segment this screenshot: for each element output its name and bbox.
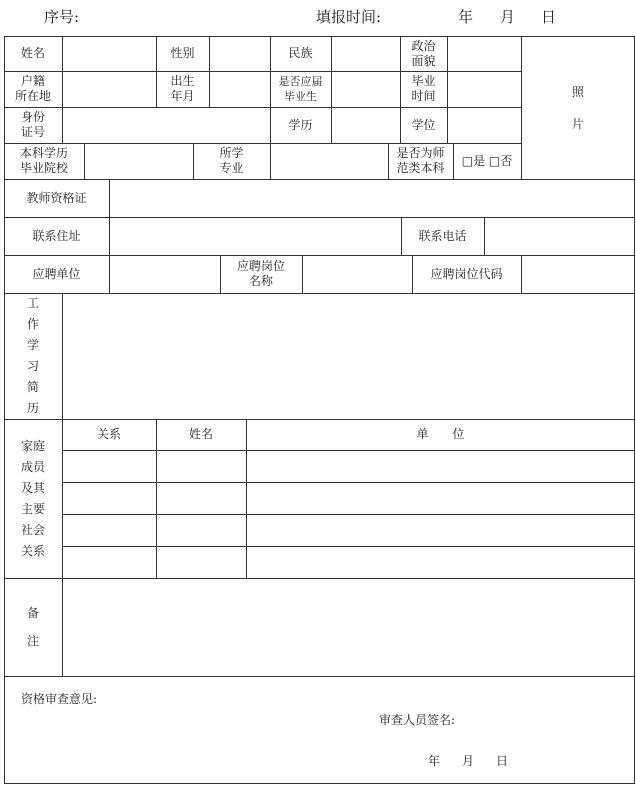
line bbox=[4, 676, 635, 677]
review-year: 年 bbox=[428, 754, 441, 768]
resume-char: 历 bbox=[26, 401, 39, 415]
position-code-label: 应聘岗位代码 bbox=[430, 266, 503, 281]
family-col-relation: 关系 bbox=[96, 427, 121, 441]
remarks-char: 注 bbox=[26, 634, 39, 648]
position-code-field[interactable] bbox=[521, 255, 635, 293]
review-signer-label: 审查人员签名: bbox=[379, 713, 456, 727]
resume-char: 习 bbox=[26, 359, 39, 373]
fresh-grad-field[interactable] bbox=[331, 71, 400, 107]
id-field[interactable] bbox=[62, 107, 270, 143]
degree-label: 学位 bbox=[411, 117, 436, 132]
position-name-label: 应聘岗位 名称 bbox=[236, 259, 285, 288]
applying-unit-label: 应聘单位 bbox=[32, 266, 81, 281]
fill-year: 年 bbox=[458, 8, 474, 26]
degree-field[interactable] bbox=[447, 107, 521, 143]
applying-unit-field[interactable] bbox=[109, 255, 220, 293]
name-field[interactable] bbox=[62, 36, 156, 71]
resume-char: 学 bbox=[26, 338, 39, 352]
normal-univ-options bbox=[453, 143, 521, 179]
position-name-field[interactable] bbox=[302, 255, 412, 293]
resume-char: 简 bbox=[26, 380, 39, 394]
fill-time-label: 填报时间: bbox=[316, 8, 382, 26]
family-label bbox=[4, 419, 62, 578]
photo-area[interactable] bbox=[521, 36, 635, 179]
family-col-name: 姓名 bbox=[188, 427, 213, 441]
resume-label bbox=[4, 293, 62, 419]
ethnicity-field[interactable] bbox=[331, 36, 400, 71]
remarks-label bbox=[4, 578, 62, 676]
review-month: 月 bbox=[462, 754, 475, 768]
hukou-label: 户籍 所在地 bbox=[14, 74, 51, 103]
major-field[interactable] bbox=[270, 143, 388, 179]
gender-label: 性别 bbox=[170, 46, 195, 60]
teacher-cert-field[interactable] bbox=[109, 179, 635, 217]
birth-label: 出生 年月 bbox=[170, 74, 195, 103]
undergrad-school-field[interactable] bbox=[84, 143, 193, 179]
undergrad-school-label: 本科学历 毕业院校 bbox=[19, 146, 68, 175]
fresh-grad-label: 是否应届 毕业生 bbox=[278, 75, 323, 103]
phone-label: 联系电话 bbox=[418, 228, 467, 243]
education-field[interactable] bbox=[331, 107, 400, 143]
family-label-line: 主要 bbox=[20, 501, 45, 516]
family-label-line: 成员 bbox=[20, 459, 45, 474]
family-table-body[interactable] bbox=[62, 450, 635, 578]
ethnicity-label: 民族 bbox=[288, 46, 313, 60]
remarks-char: 备 bbox=[26, 606, 39, 620]
resume-field[interactable] bbox=[62, 293, 635, 419]
hukou-field[interactable] bbox=[62, 71, 156, 107]
political-label: 政治 面貌 bbox=[411, 38, 436, 68]
remarks-field[interactable] bbox=[62, 578, 635, 676]
teacher-cert-label: 教师资格证 bbox=[26, 190, 87, 205]
political-field[interactable] bbox=[447, 36, 521, 71]
normal-univ-label: 是否为师 范类本科 bbox=[396, 146, 445, 175]
no-checkbox[interactable]: □否 bbox=[488, 153, 513, 168]
gender-field[interactable] bbox=[209, 36, 270, 71]
resume-char: 工 bbox=[26, 296, 39, 310]
id-label: 身份 证号 bbox=[20, 110, 45, 139]
family-col-unit: 单 位 bbox=[416, 427, 465, 441]
birth-field[interactable] bbox=[209, 71, 270, 107]
photo-char: 照 bbox=[571, 84, 584, 99]
phone-field[interactable] bbox=[484, 217, 635, 255]
resume-char: 作 bbox=[26, 317, 39, 331]
grad-time-field[interactable] bbox=[447, 71, 521, 107]
address-field[interactable] bbox=[109, 217, 401, 255]
photo-char: 片 bbox=[571, 116, 584, 131]
family-label-line: 社会 bbox=[20, 522, 45, 537]
review-day: 日 bbox=[496, 754, 509, 768]
family-label-line: 家庭 bbox=[20, 438, 45, 453]
family-label-line: 关系 bbox=[20, 543, 45, 558]
address-label: 联系住址 bbox=[32, 228, 81, 243]
grad-time-label: 毕业 时间 bbox=[411, 74, 436, 103]
serial-label: 序号: bbox=[44, 8, 80, 26]
family-label-line: 及其 bbox=[20, 480, 45, 495]
education-label: 学历 bbox=[288, 117, 313, 132]
fill-day: 日 bbox=[541, 8, 557, 26]
review-opinion-label: 资格审查意见: bbox=[21, 692, 98, 706]
major-label: 所学 专业 bbox=[219, 146, 244, 175]
fill-month: 月 bbox=[500, 8, 516, 26]
name-label: 姓名 bbox=[20, 46, 45, 60]
yes-checkbox[interactable]: □是 bbox=[461, 153, 486, 168]
